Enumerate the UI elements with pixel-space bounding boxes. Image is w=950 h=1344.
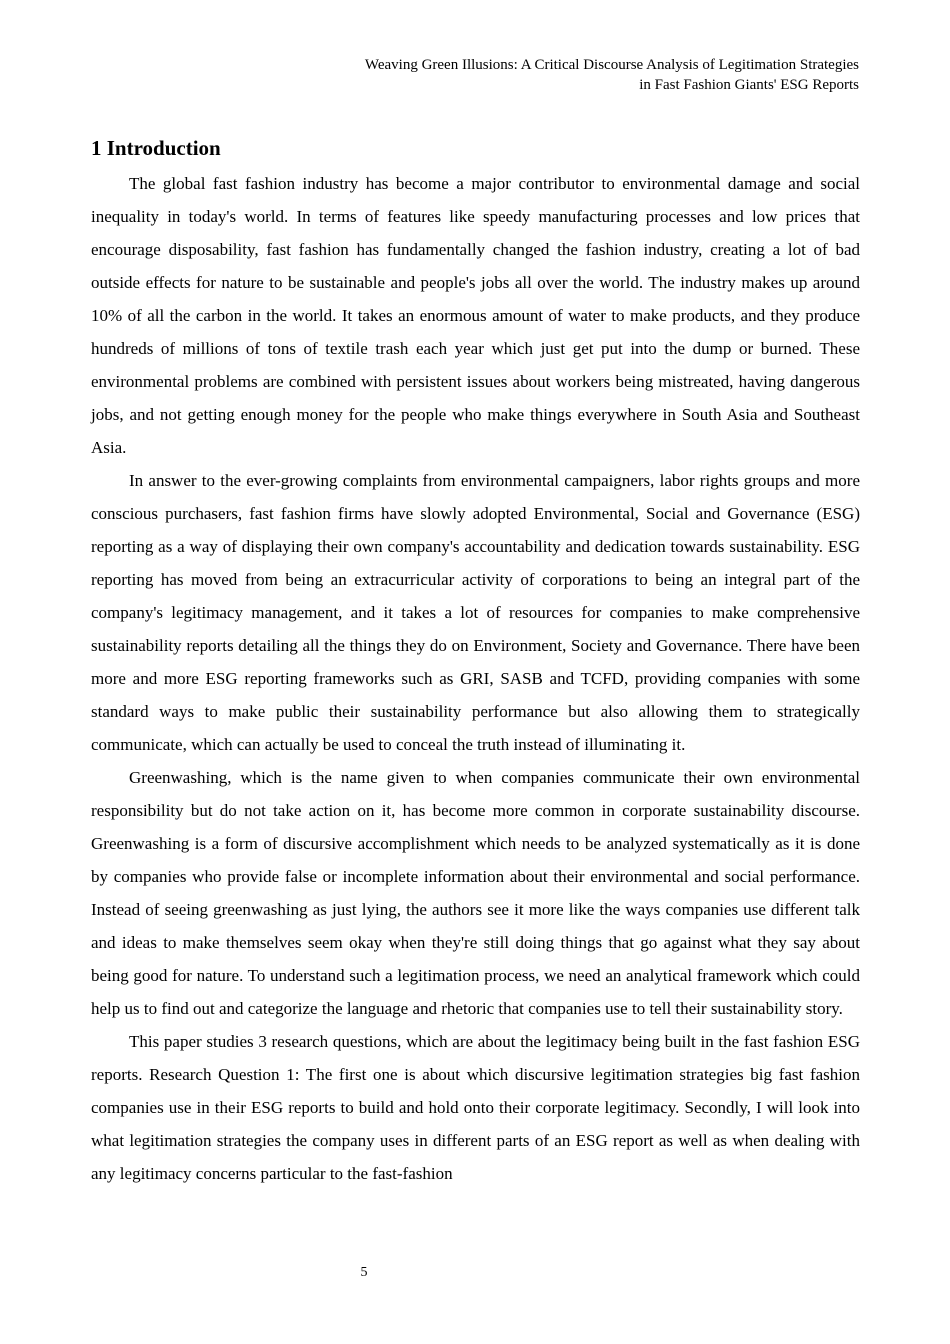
running-header <box>159 56 859 95</box>
running-header-line-2: in Fast Fashion Giants' ESG Reports <box>639 76 859 93</box>
body-text <box>91 167 860 1190</box>
running-header-line-1: Weaving Green Illusions: A Critical Discourse Analysis of Legitimation Strategies <box>364 57 859 73</box>
section-heading: 1 Introduction <box>91 136 221 160</box>
paragraph-2: In answer to the ever-growing complaints from environmental campaigners, labor rights groups and more conscious purchasers, fast fashion firms have slowly adopted Environmental, Social and Governance (ESG) reporting as a way of displaying their own company's accountability and dedication towards sustainability. ESG reporting has moved from being an extracurricular activity of corporations to being an integral part of the company's legitimacy management, and it takes a lot of resources for companies to make comprehensive sustainability reports detailing all the things they do on Environment, Society and Governance. There have been more and more ESG reporting frameworks such as GRI, SASB and TCFD, providing companies with some standard ways to make public their sustainability performance but also allowing them to strategically communicate, which can actually be used to conceal the truth instead of illuminating it. <box>91 471 860 754</box>
page-number: 5 <box>360 1265 368 1280</box>
paragraph-1: The global fast fashion industry has become a major contributor to environmental damage and social inequality in today's world. In terms of features like speedy manufacturing processes and low prices that encourage disposability, fast fashion has fundamentally changed the fashion industry, creating a lot of bad outside effects for nature to be sustainable and people's jobs all over the world. The industry makes up around 10% of all the carbon in the world. It takes an enormous amount of water to make products, and they produce hundreds of millions of tons of textile trash each year which just get put into the dump or burned. These environmental problems are combined with persistent issues about workers being mistreated, having dangerous jobs, and not getting enough money for the people who make things everywhere in South Asia and Southeast Asia. <box>91 174 860 457</box>
paragraph-3: Greenwashing, which is the name given to when companies communicate their own environmental responsibility but do not take action on it, has become more common in corporate sustainability discourse. Greenwashing is a form of discursive accomplishment which needs to be analyzed systematically as it is done by companies who provide false or incomplete information about their environmental and social performance. Instead of seeing greenwashing as just lying, the authors see it more like the ways companies use different talk and ideas to make themselves seem okay when they're still doing things that go against what they say about being good for nature. To understand such a legitimation process, we need an analytical framework which could help us to find out and categorize the language and rhetoric that companies use to tell their sustainability story. <box>91 768 860 1018</box>
paragraph-4: This paper studies 3 research questions, which are about the legitimacy being built in the fast fashion ESG reports. Research Question 1: The first one is about which discursive legitimation strategies big fast fashion companies use in their ESG reports to build and hold onto their corporate legitimacy. Secondly, I will look into what legitimation strategies the company uses in different parts of an ESG report as well as when dealing with any legitimacy concerns particular to the fast-fashion <box>91 1032 860 1183</box>
